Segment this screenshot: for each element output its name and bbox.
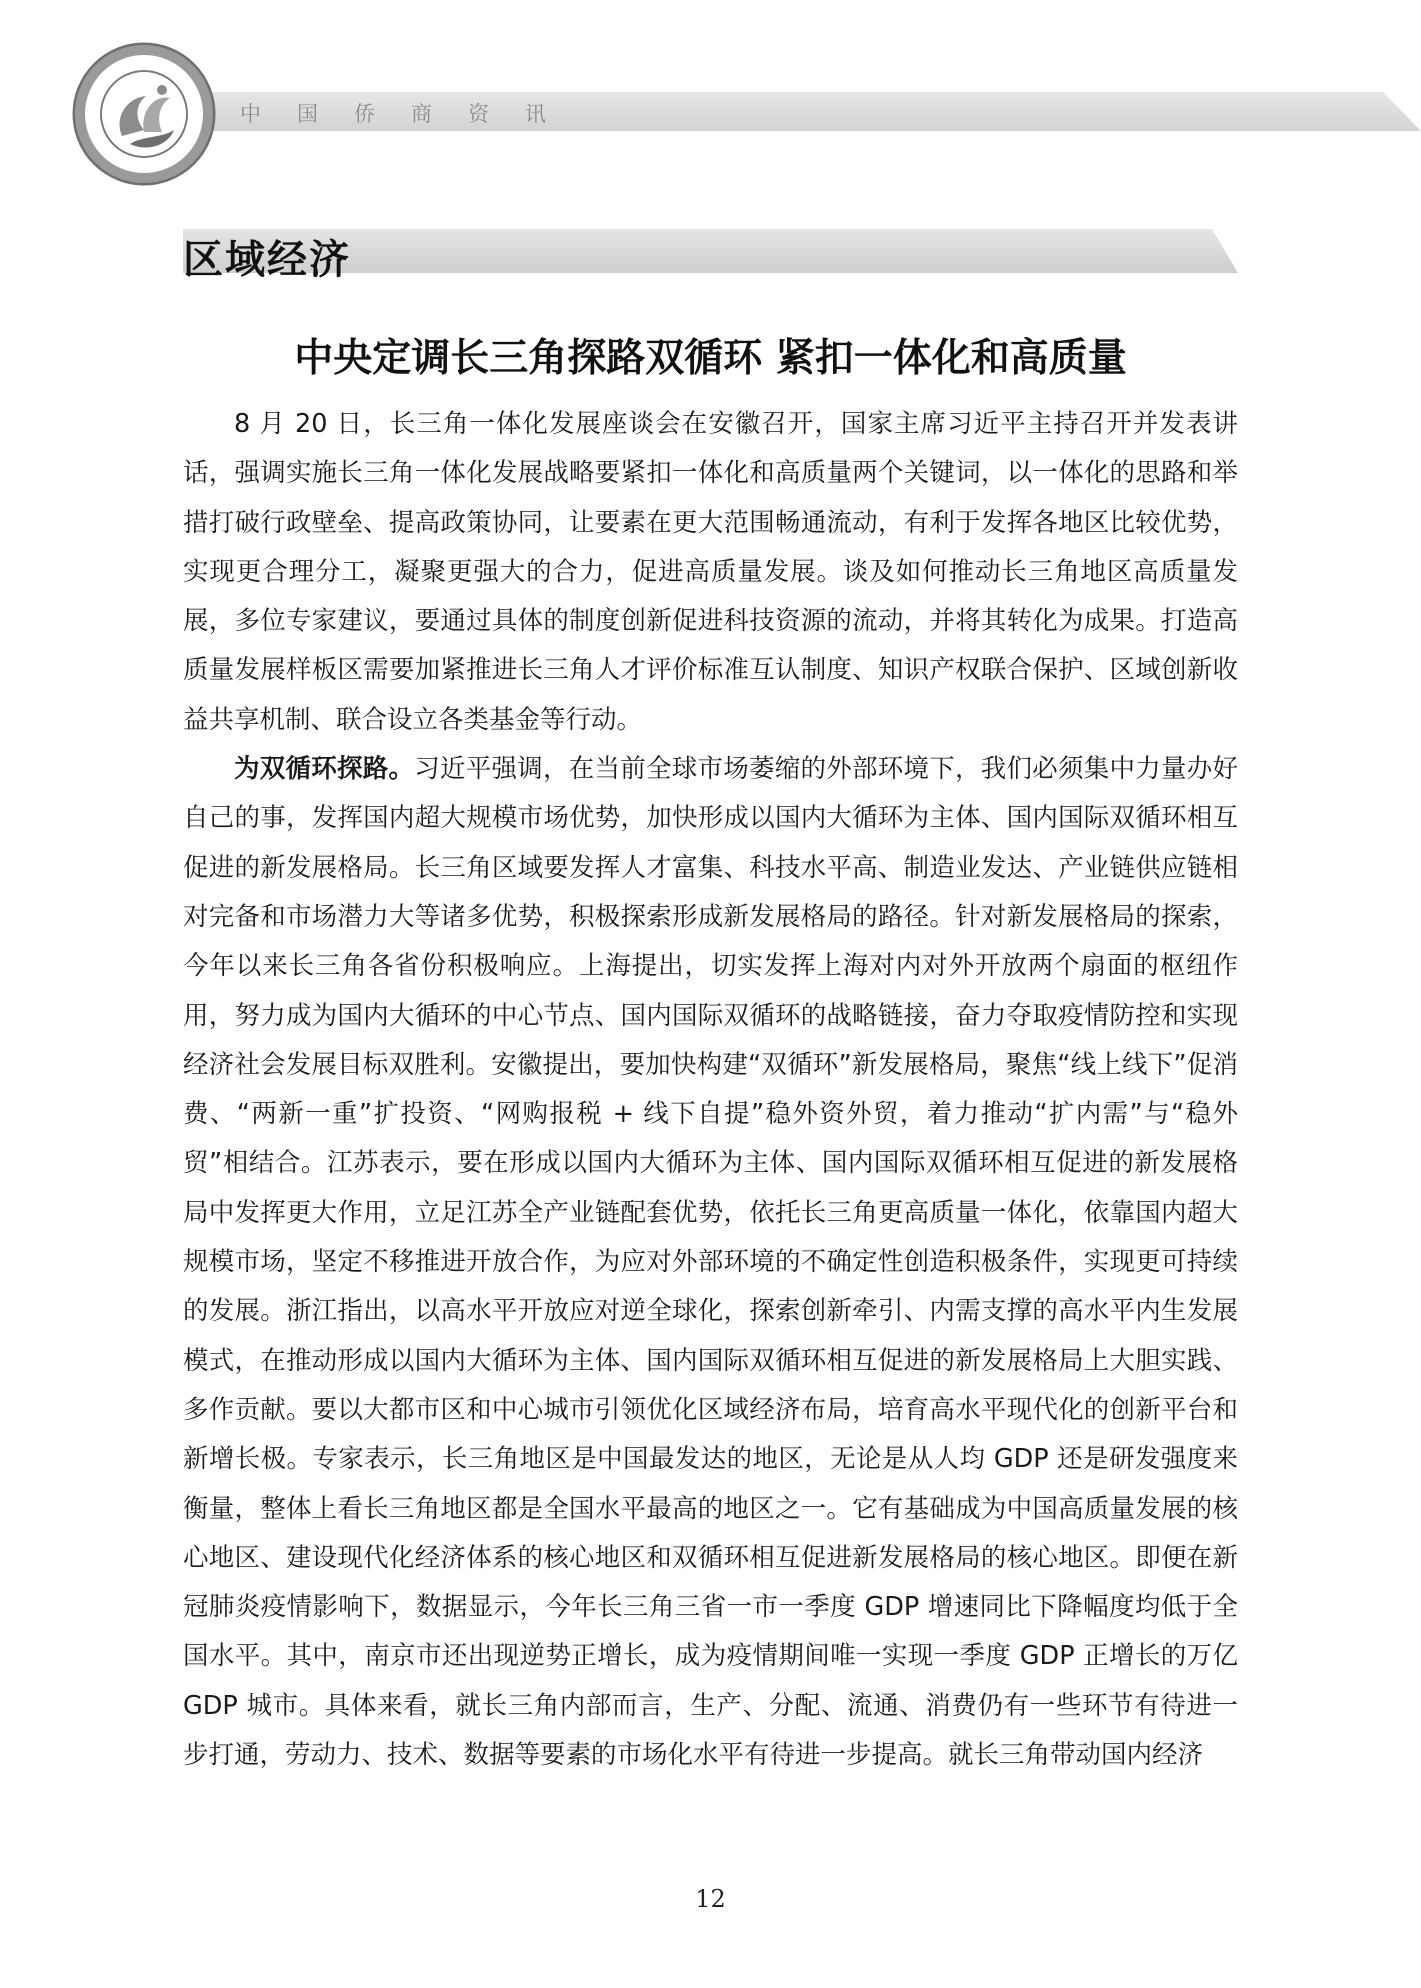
section-title: 区域经济 (183, 236, 351, 283)
paragraph-1: 8 月 20 日，长三角一体化发展座谈会在安徽召开，国家主席习近平主持召开并发表讲话，强调实施长三角一体化发展战略要紧扣一体化和高质量两个关键词，以一体化的思路和举措打破行政壁垒、提高政策协同，让要素在更大范围畅通流动，有利于发挥各地区比较优势，实现更合理分工，凝聚更强大的合力，促进高质量发展。谈及如何推动长三角地区高质量发展，多位专家建议，要通过具体的制度创新促进科技资源的流动，并将其转化为成果。打造高质量发展样板区需要加紧推进长三角人才评价标准互认制度、知识产权联合保护、区域创新收益共享机制、联合设立各类基金等行动。 (183, 409, 1238, 735)
publication-name: 中国侨商资讯 (240, 102, 582, 126)
paragraph-2-lead: 为双循环探路。 (234, 754, 415, 785)
paragraph-2-text: 习近平强调，在当前全球市场萎缩的外部环境下，我们必须集中力量办好自己的事，发挥国内超大规模市场优势，加快形成以国内大循环为主体、国内国际双循环相互促进的新发展格局。长三角区域要发挥人才富集、科技水平高、制造业发达、产业链供应链相对完备和市场潜力大等诸多优势，积极探索形成新发展格局的路径。针对新发展格局的探索，今年以来长三角各省份积极响应。上海提出，切实发挥上海对内对外开放两个扇面的枢纽作用，努力成为国内大循环的中心节点、国内国际双循环的战略链接，奋力夺取疫情防控和实现经济社会发展目标双胜利。安徽提出，要加快构建“双循环”新发展格局，聚焦“线上线下”促消费、“两新一重”扩投资、“网购报税 + 线下自提”稳外资外贸，着力推动“扩内需”与“稳外贸”相结合。江苏表示，要在形成以国内大循环为主体、国内国际双循环相互促进的新发展格局中发挥更大作用，立足江苏全产业链配套优势，依托长三角更高质量一体化，依靠国内超大规模市场，坚定不移推进开放合作，为应对外部环境的不确定性创造积极条件，实现更可持续的发展。浙江指出，以高水平开放应对逆全球化，探索创新牵引、内需支撑的高水平内生发展模式，在推动形成以国内大循环为主体、国内国际双循环相互促进的新发展格局上大胆实践、多作贡献。要以大都市区和中心城市引领优化区域经济布局，培育高水平现代化的创新平台和新增长极。专家表示，长三角地区是中国最发达的地区，无论是从人均 GDP 还是研发强度来衡量，整体上看长三角地区都是全国水平最高的地区之一。它有基础成为中国高质量发展的核心地区、建设现代化经济体系的核心地区和双循环相互促进新发展格局的核心地区。即便在新冠肺炎疫情影响下，数据显示，今年长三角三省一市一季度 GDP 增速同比下降幅度均低于全国水平。其中，南京市还出现逆势正增长，成为疫情期间唯一实现一季度 GDP 正增长的万亿 GDP 城市。具体来看，就长三角内部而言，生产、分配、流通、消费仍有一些环节有待进一步打通，劳动力、技术、数据等要素的市场化水平有待进一步提高。就长三角带动国内经济 (183, 754, 1238, 1771)
federation-logo (70, 40, 218, 188)
paragraph-2 (183, 745, 1238, 1780)
page-number: 12 (695, 1885, 726, 1913)
article-title: 中央定调长三角探路双循环 紧扣一体化和高质量 (294, 336, 1127, 381)
article-body (183, 400, 1238, 1780)
